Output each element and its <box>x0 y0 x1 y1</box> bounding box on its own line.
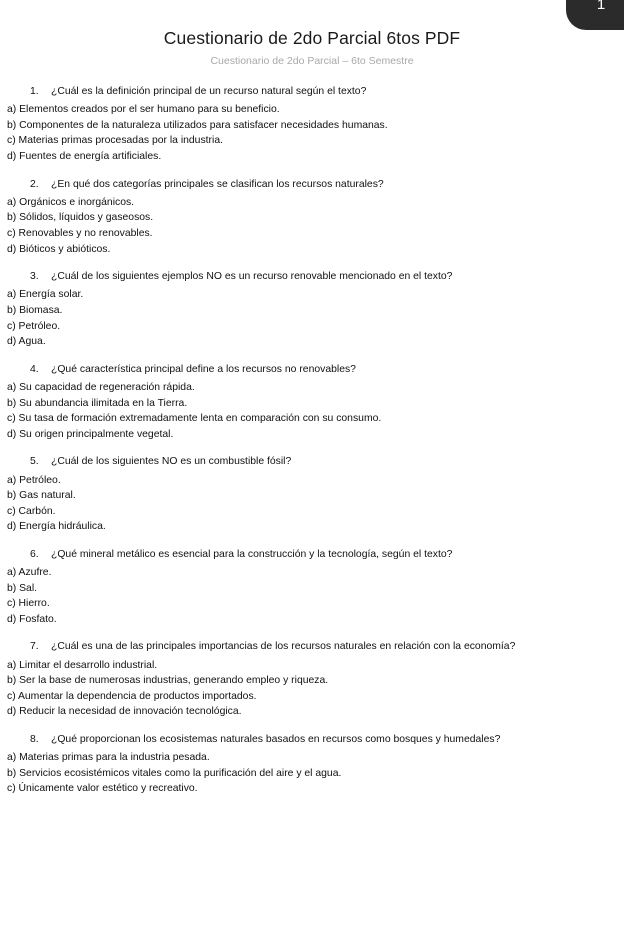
document-subtitle: Cuestionario de 2do Parcial – 6to Semestre <box>210 55 414 67</box>
question-number: 5. <box>30 456 39 468</box>
question-statement: ¿Cuál de los siguientes ejemplos NO es un recurso renovable mencionado en el texto? <box>51 271 453 283</box>
page-number-badge <box>566 0 624 30</box>
question-3 <box>0 271 624 350</box>
question-number: 6. <box>30 548 39 560</box>
question-number: 8. <box>30 734 39 746</box>
answer-option: c) Aumentar la dependencia de productos importados. <box>7 690 257 702</box>
question-6 <box>0 549 624 628</box>
question-number: 7. <box>30 641 39 653</box>
answer-option: a) Limitar el desarrollo industrial. <box>7 659 158 671</box>
question-1 <box>0 86 624 165</box>
answer-option: a) Energía solar. <box>7 289 84 301</box>
question-number: 3. <box>30 271 39 283</box>
answer-option: a) Azufre. <box>7 567 52 579</box>
answer-option: b) Su abundancia ilimitada en la Tierra. <box>7 397 188 409</box>
answer-option: b) Biomasa. <box>7 304 63 316</box>
document-title: Cuestionario de 2do Parcial 6tos PDF <box>163 28 461 48</box>
question-statement: ¿En qué dos categorías principales se clasifican los recursos naturales? <box>51 178 384 190</box>
question-statement: ¿Qué proporcionan los ecosistemas naturales basados en recursos como bosques y humedales? <box>51 734 501 746</box>
question-text <box>0 86 624 98</box>
question-5 <box>0 456 624 535</box>
answer-option: b) Gas natural. <box>7 490 76 502</box>
answer-option: d) Agua. <box>7 336 46 348</box>
question-text <box>0 179 624 191</box>
answer-option: c) Renovables y no renovables. <box>7 227 153 239</box>
question-2 <box>0 179 624 258</box>
question-list <box>0 86 624 811</box>
answer-option: a) Su capacidad de regeneración rápida. <box>7 381 195 393</box>
answer-option: c) Petróleo. <box>7 320 61 332</box>
answer-option: a) Petróleo. <box>7 474 61 486</box>
answer-option: d) Su origen principalmente vegetal. <box>7 428 174 440</box>
page-number: 1 <box>596 0 606 13</box>
answer-option: c) Únicamente valor estético y recreativo. <box>7 783 198 795</box>
question-text <box>0 364 624 376</box>
question-4 <box>0 364 624 443</box>
question-statement: ¿Cuál es la definición principal de un recurso natural según el texto? <box>51 86 367 97</box>
answer-option: d) Fuentes de energía artificiales. <box>7 150 162 162</box>
question-7 <box>0 641 624 720</box>
answer-option: c) Hierro. <box>7 598 50 610</box>
question-text <box>0 456 624 468</box>
question-statement: ¿Qué característica principal define a los recursos no renovables? <box>51 363 356 375</box>
answer-option: a) Orgánicos e inorgánicos. <box>7 196 135 208</box>
question-statement: ¿Cuál es una de las principales importancias de los recursos naturales en relación con la economía? <box>51 641 516 653</box>
answer-option: c) Carbón. <box>7 505 56 517</box>
answer-option: d) Fosfato. <box>7 613 57 625</box>
answer-option: d) Bióticos y abióticos. <box>7 243 111 255</box>
answer-option: c) Materias primas procesadas por la industria. <box>7 135 223 147</box>
answer-option: c) Su tasa de formación extremadamente lenta en comparación con su consumo. <box>7 413 382 425</box>
question-text <box>0 641 624 653</box>
answer-option: a) Elementos creados por el ser humano para su beneficio. <box>7 104 280 116</box>
question-statement: ¿Cuál de los siguientes NO es un combustible fósil? <box>51 456 292 468</box>
question-text <box>0 549 624 561</box>
question-number: 2. <box>30 178 39 190</box>
question-number: 1. <box>30 86 39 97</box>
answer-option: b) Sal. <box>7 582 38 594</box>
answer-option: d) Energía hidráulica. <box>7 521 106 533</box>
answer-option: b) Ser la base de numerosas industrias, generando empleo y riqueza. <box>7 675 329 687</box>
answer-option: b) Componentes de la naturaleza utilizados para satisfacer necesidades humanas. <box>7 119 388 131</box>
answer-option: d) Reducir la necesidad de innovación tecnológica. <box>7 706 242 718</box>
question-8 <box>0 734 624 797</box>
question-number: 4. <box>30 363 39 375</box>
question-text <box>0 271 624 283</box>
answer-option: b) Sólidos, líquidos y gaseosos. <box>7 212 154 224</box>
answer-option: a) Materias primas para la industria pesada. <box>7 752 210 764</box>
question-statement: ¿Qué mineral metálico es esencial para la construcción y la tecnología, según el texto? <box>51 548 453 560</box>
answer-option: b) Servicios ecosistémicos vitales como la purificación del aire y el agua. <box>7 767 342 779</box>
question-text <box>0 734 624 746</box>
